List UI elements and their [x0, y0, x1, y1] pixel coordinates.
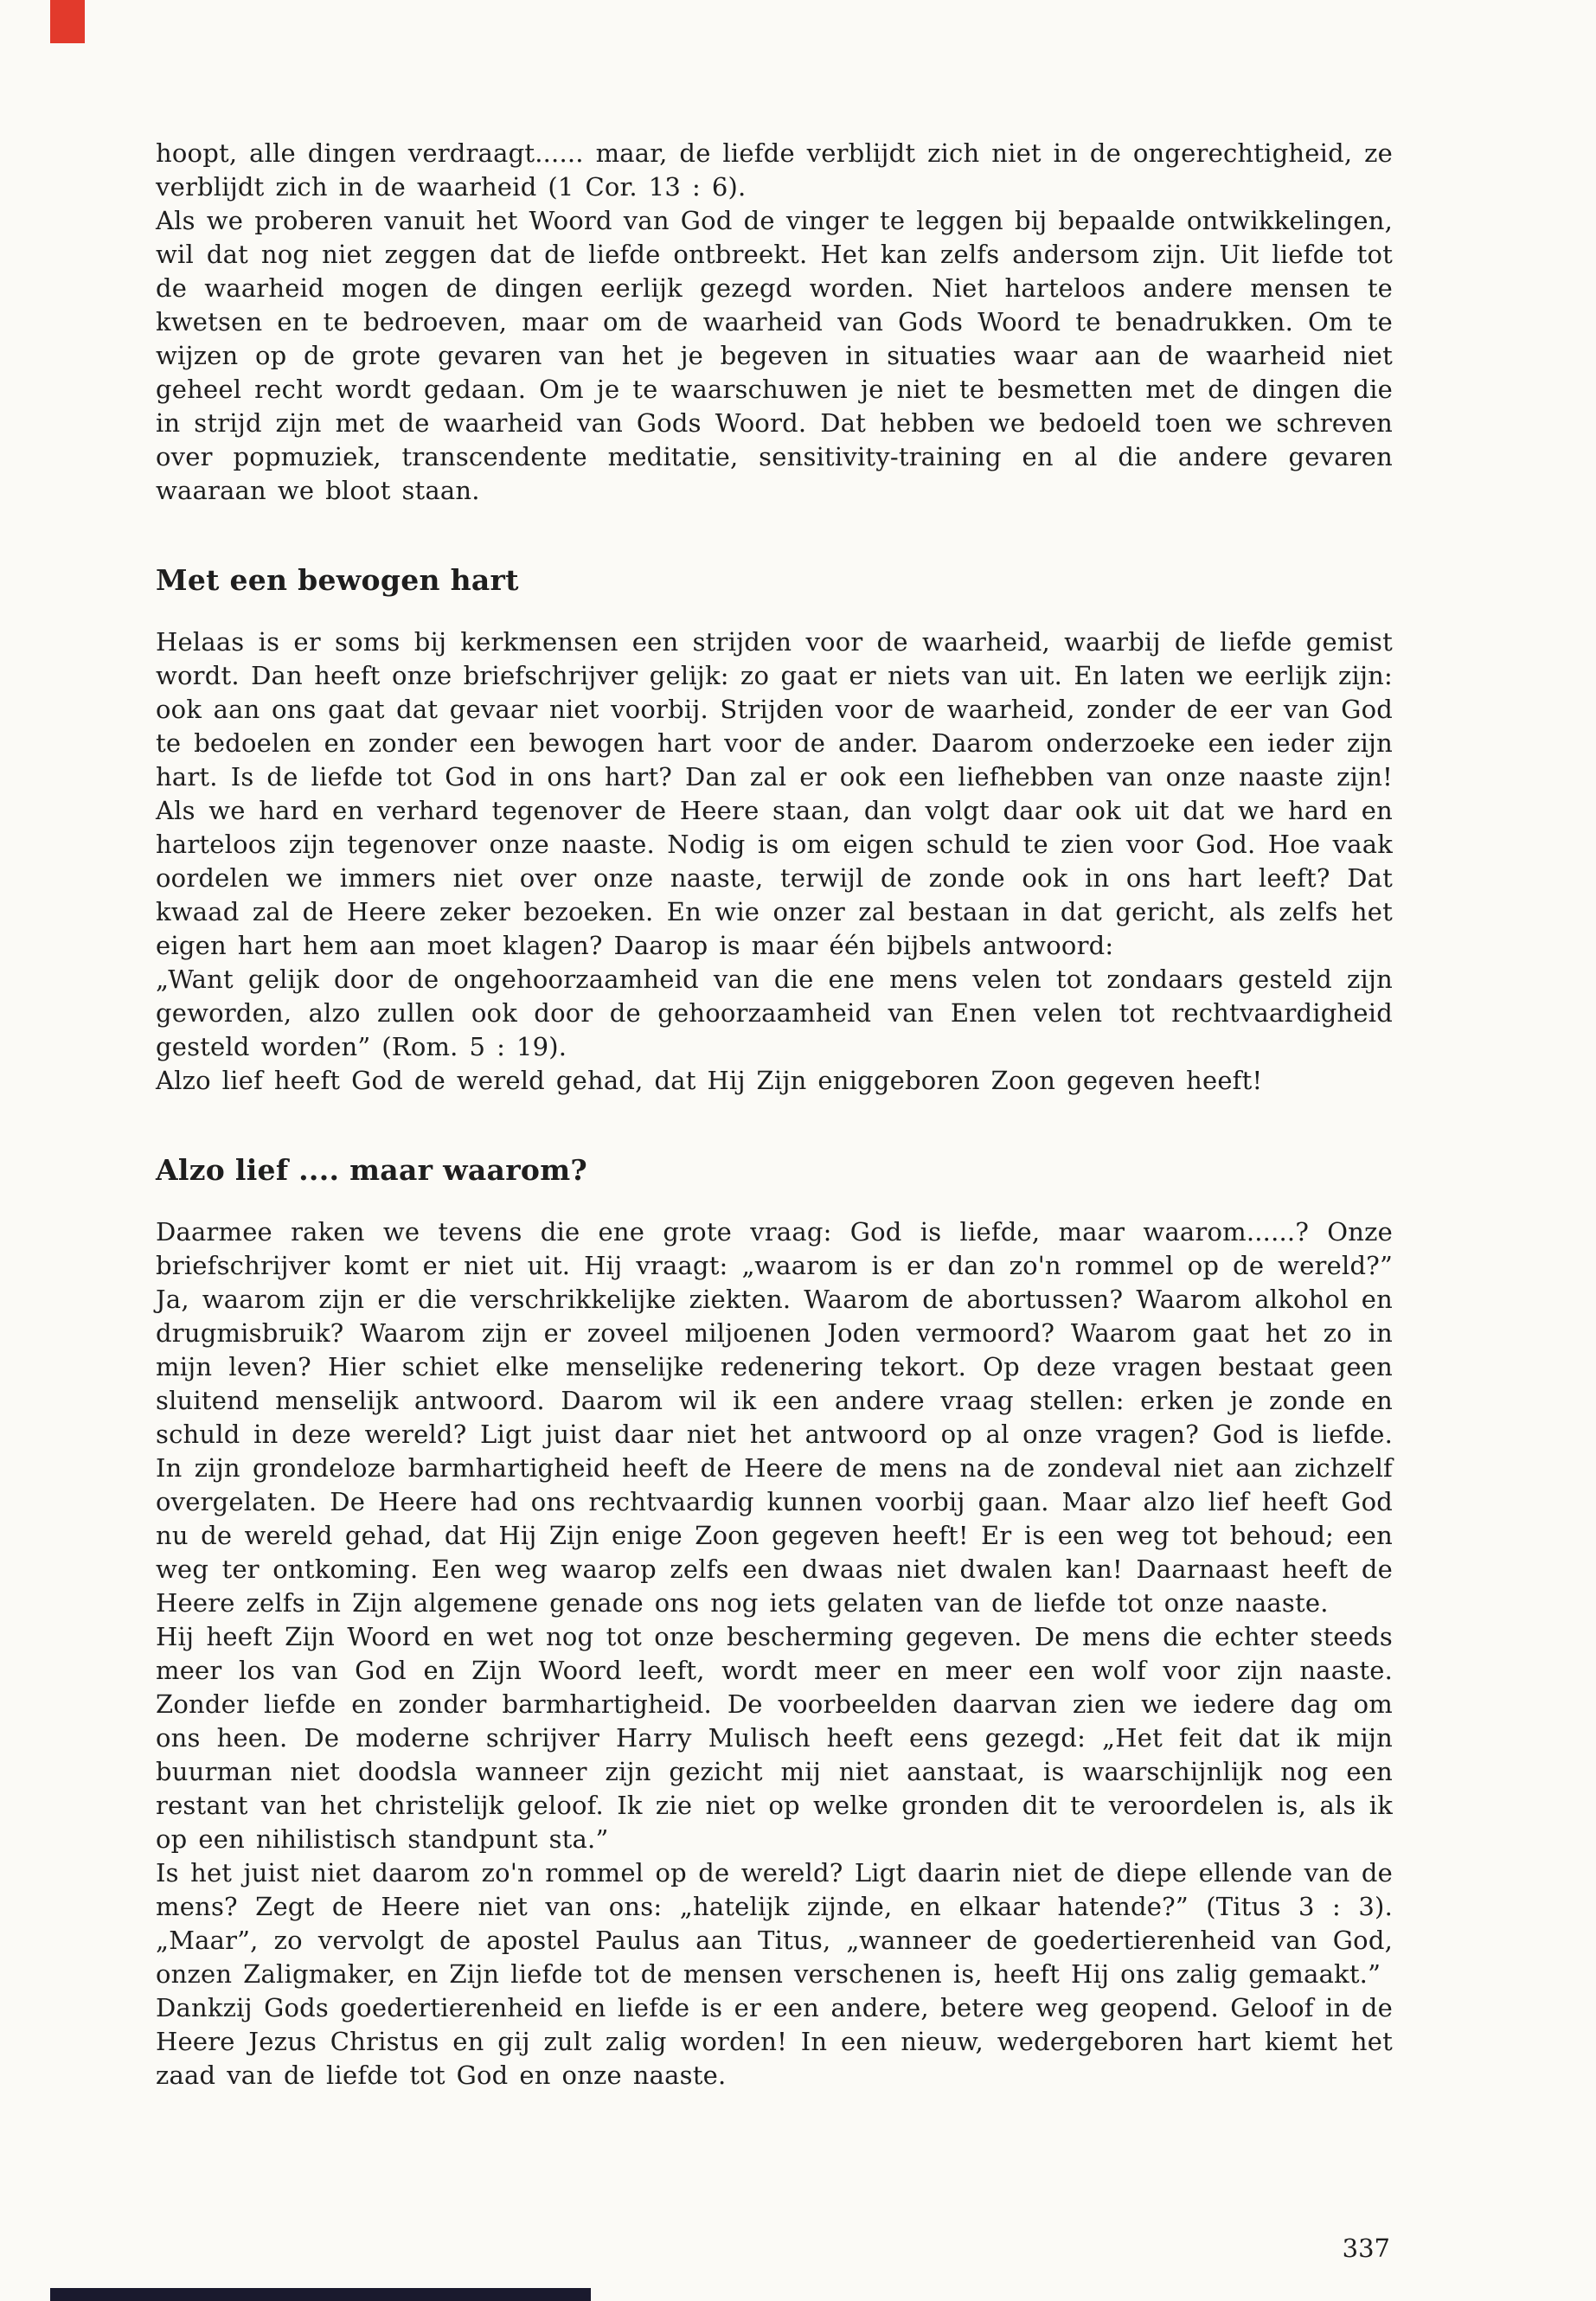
body-paragraph: Hij heeft Zijn Woord en wet nog tot onze bescherming gegeven. De mens die echter steeds meer los van God en Zijn Woord leeft, wordt meer en meer een wolf voor zijn naaste. Zonder liefde en zonder barmhartigheid. De voorbeelden daarvan zien we iedere dag om ons heen. De moderne schrijver Harry Mulisch heeft eens gezegd: „Het feit dat ik mijn buurman niet doodsla wanneer zijn gezicht mij niet aanstaat, is waarschijnlijk nog een restant van het christelijk geloof. Ik zie niet op welke gronden dit te veroordelen is, als ik op een nihilistisch standpunt sta.” — [156, 1622, 1393, 1854]
body-paragraph: Alzo lief heeft God de wereld gehad, dat Hij Zijn eniggeboren Zoon gegeven heeft! — [156, 1066, 1263, 1095]
body-paragraph: Helaas is er soms bij kerkmensen een strijden voor de waarheid, waarbij de liefde gemist wordt. Dan heeft onze briefschrijver gelijk: zo gaat er niets van uit. En laten we eerlijk zijn: ook aan ons gaat dat gevaar niet voorbij. Strijden voor de waarheid, zonder de eer van God te bedoelen en zonder een bewogen hart voor de ander. Daarom onderzoeke een ieder zijn hart. Is de liefde tot God in ons hart? Dan zal er ook een liefhebben van onze naaste zijn! Als we hard en verhard tegenover de Heere staan, dan volgt daar ook uit dat we hard en harteloos zijn tegenover onze naaste. Nodig is om eigen schuld te zien voor God. Hoe vaak oordelen we immers niet over onze naaste, terwijl de zonde ook in ons hart leeft? Dat kwaad zal de Heere zeker bezoeken. En wie onzer zal bestaan in dat gericht, als zelfs het eigen hart hem aan moet klagen? Daarop is maar één bijbels antwoord: — [156, 627, 1393, 960]
page-number: 337 — [1342, 2234, 1390, 2263]
section-heading-bewogen-hart: Met een bewogen hart — [156, 563, 519, 597]
body-paragraph: Dankzij Gods goedertierenheid en liefde is er een andere, betere weg geopend. Geloof in de Heere Jezus Christus en gij zult zalig worden! In een nieuw, wedergeboren hart kiemt het zaad van de liefde tot God en onze naaste. — [156, 1993, 1393, 2090]
section-heading-alzo-lief: Alzo lief .... maar waarom? — [156, 1153, 588, 1187]
intro-paragraph: Als we proberen vanuit het Woord van God de vinger te leggen bij bepaalde ontwikkelingen, wil dat nog niet zeggen dat de liefde ontbreekt. Het kan zelfs andersom zijn. Uit liefde tot de waarheid mogen de dingen eerlijk gezegd worden. Niet harteloos andere mensen te kwetsen en te bedroeven, maar om de waarheid van Gods Woord te benadrukken. Om te wijzen op de grote gevaren van het je begeven in situaties waar aan de waarheid niet geheel recht wordt gedaan. Om je te waarschuwen je niet te besmetten met de dingen die in strijd zijn met de waarheid van Gods Woord. Dat hebben we bedoeld toen we schreven over popmuziek, transcendente meditatie, sensitivity-training en al die andere gevaren waaraan we bloot staan. — [156, 206, 1393, 505]
quote-paragraph: „Want gelijk door de ongehoorzaamheid van die ene mens velen tot zondaars gesteld zijn geworden, alzo zullen ook door de gehoorzaamheid van Enen velen tot rechtvaardigheid gesteld worden” (Rom. 5 : 19). — [156, 965, 1393, 1061]
red-binding-mark — [50, 0, 85, 43]
body-paragraph: Is het juist niet daarom zo'n rommel op de wereld? Ligt daarin niet de diepe ellende van de mens? Zegt de Heere niet van ons: „hatelijk zijnde, en elkaar hatende?” (Titus 3 : 3). „Maar”, zo vervolgt de apostel Paulus aan Titus, „wanneer de goedertierenheid van God, onzen Zaligmaker, en Zijn liefde tot de mensen verschenen is, heeft Hij ons zalig gemaakt.” — [156, 1858, 1393, 1989]
intro-paragraph: hoopt, alle dingen verdraagt...... maar, de liefde verblijdt zich niet in de ongerechtigheid, ze verblijdt zich in de waarheid (1 Cor. 13 : 6). — [156, 138, 1393, 202]
dark-binding-bar — [50, 2288, 591, 2301]
body-paragraph: Daarmee raken we tevens die ene grote vraag: God is liefde, maar waarom......? Onze briefschrijver komt er niet uit. Hij vraagt: „waarom is er dan zo'n rommel op de wereld?” Ja, waarom zijn er die verschrikkelijke ziekten. Waarom de abortussen? Waarom alkohol en drugmisbruik? Waarom zijn er zoveel miljoenen Joden vermoord? Waarom gaat het zo in mijn leven? Hier schiet elke menselijke redenering tekort. Op deze vragen bestaat geen sluitend menselijk antwoord. Daarom wil ik een andere vraag stellen: erken je zonde en schuld in deze wereld? Ligt juist daar niet het antwoord op al onze vragen? God is liefde. In zijn grondeloze barmhartigheid heeft de Heere de mens na de zondeval niet aan zichzelf overgelaten. De Heere had ons rechtvaardig kunnen voorbij gaan. Maar alzo lief heeft God nu de wereld gehad, dat Hij Zijn enige Zoon gegeven heeft! Er is een weg tot behoud; een weg ter ontkoming. Een weg waarop zelfs een dwaas niet dwalen kan! Daarnaast heeft de Heere zelfs in Zijn algemene genade ons nog iets gelaten van de liefde tot onze naaste. — [156, 1217, 1393, 1618]
text-block — [156, 137, 1393, 2093]
